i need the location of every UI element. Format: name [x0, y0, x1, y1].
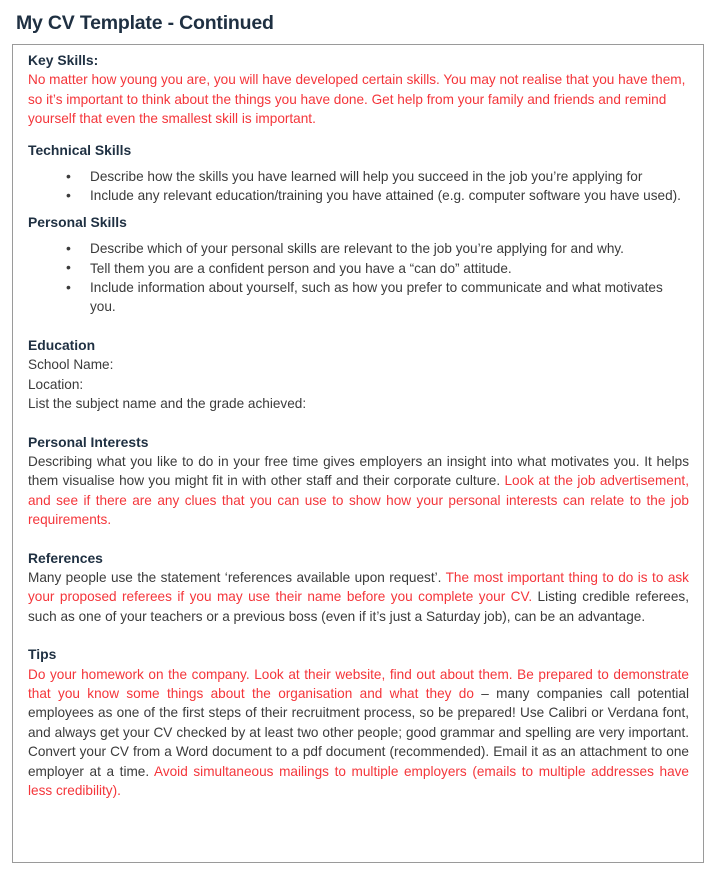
spacer: [28, 129, 689, 141]
section-heading-references: References: [28, 549, 103, 566]
spacer: [28, 206, 689, 213]
spacer: [28, 626, 689, 645]
references-text-part2-red: The most important thing to do is to ask your proposed referees if you may use their name before you complete your CV.: [28, 569, 689, 605]
page-title: My CV Template - Continued: [16, 12, 274, 34]
education-location: Location:: [28, 376, 84, 392]
section-heading-personal-skills: Personal Skills: [28, 213, 127, 230]
list-item: • Tell them you are a confident person and you have a “can do” attitude.: [28, 259, 689, 278]
list-item: • Describe which of your personal skills are relevant to the job you’re applying for and why.: [28, 239, 689, 258]
tips-paragraph: [28, 665, 689, 801]
section-heading-tips: Tips: [28, 646, 57, 663]
list-item: • Include any relevant education/training you have attained (e.g. computer software you have used).: [28, 186, 689, 205]
spacer: [28, 530, 689, 549]
technical-skills-list: [28, 167, 689, 206]
tips-text-part1-red: Do your homework on the company. Look at their website, find out about them. Be prepared to demonstrate that you know some things about the organisation and what they do: [28, 666, 689, 701]
spacer: [28, 160, 689, 167]
spacer: [28, 317, 689, 336]
spacer: [28, 414, 689, 433]
section-heading-key-skills: Key Skills:: [28, 52, 99, 68]
section-heading-technical-skills: Technical Skills: [28, 141, 132, 158]
list-item: • Describe how the skills you have learned will help you succeed in the job you’re applying for: [28, 167, 689, 186]
section-heading-personal-interests: Personal Interests: [28, 433, 149, 450]
references-text-part3: Listing credible referees, such as one of your teachers or a previous boss (even if it’s just a Saturday job), can be an advantage.: [28, 589, 689, 624]
personal-interests-paragraph: [28, 452, 689, 530]
list-item: • Include information about yourself, such as how you prefer to communicate and what motivates you.: [28, 278, 689, 317]
personal-interests-text-dark: Describing what you like to do in your free time gives employers an insight into what motivates you. It helps them visualise how you might fit in with other staff and their corporate culture.: [28, 453, 689, 489]
tips-text-part3-red: Avoid simultaneous mailings to multiple employers (emails to multiple addresses have less credibility).: [28, 763, 689, 798]
education-school-name: School Name:: [28, 357, 114, 373]
education-subjects: List the subject name and the grade achieved:: [28, 396, 307, 412]
personal-skills-list: [28, 239, 689, 317]
cv-template-box: [12, 44, 704, 863]
key-skills-paragraph: No matter how young you are, you will have developed certain skills. You may not realise that you have them, so it’s important to think about the things you have done. Get help from your family and friends and remind yourself that even the smallest skill is important.: [28, 72, 686, 127]
tips-text-part2: – many companies call potential employees as one of the first steps of their recruitment process, so be prepared! Use Calibri or Verdana font, and always get your CV checked by at least two other people; good grammar and spelling are very important. Convert your CV from a Word document to a pdf document (recommended). Email it as an attachment to one employer at a time.: [28, 685, 689, 779]
personal-interests-text-red: Look at the job advertisement, and see if there are any clues that you can use to show how your personal interests can relate to the job requirements.: [28, 473, 689, 528]
section-heading-education: Education: [28, 336, 96, 353]
spacer: [28, 232, 689, 239]
references-paragraph: [28, 568, 689, 626]
references-text-part1: Many people use the statement ‘references available upon request’.: [28, 569, 446, 585]
